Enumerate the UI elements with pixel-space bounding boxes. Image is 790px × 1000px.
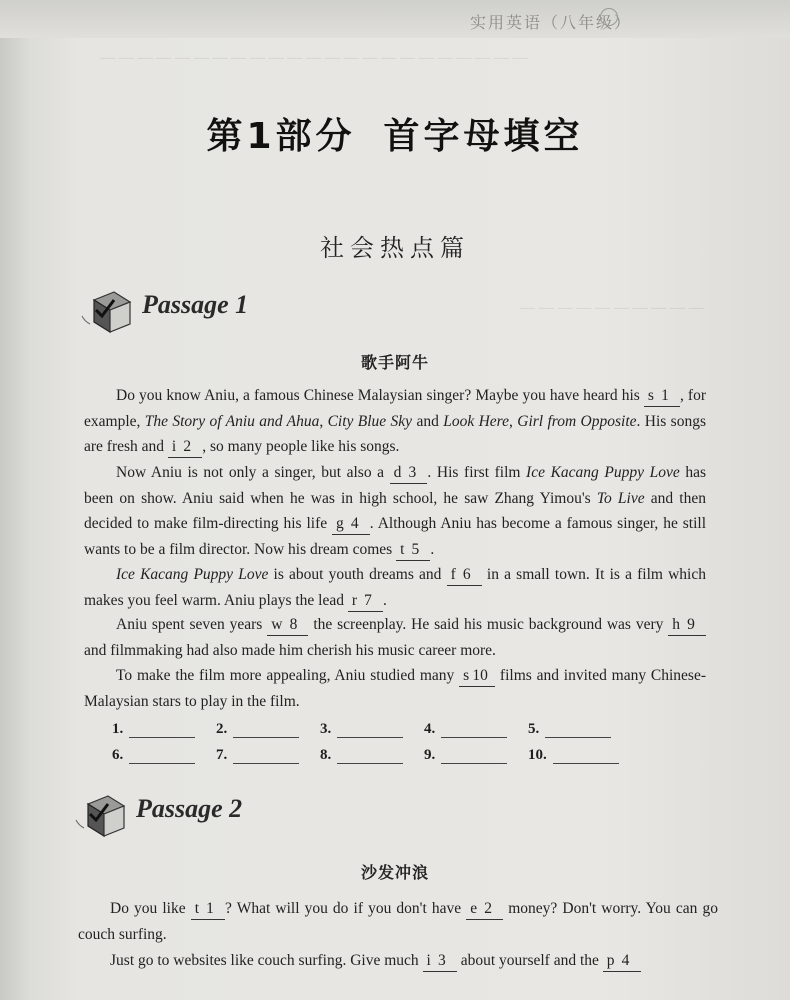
answer-number: 2. <box>216 721 228 737</box>
passage-1-paragraph-4 <box>84 612 706 663</box>
song-title: Girl from Opposite <box>517 412 637 430</box>
text: and <box>412 412 444 430</box>
blank-number: 2 <box>484 900 492 917</box>
answer-number: 10. <box>528 747 547 763</box>
answer-number: 9. <box>424 747 436 763</box>
text: , so many people like his songs. <box>202 438 400 455</box>
blank-2[interactable] <box>466 899 503 920</box>
text: the screenplay. He said his music background was very <box>308 616 669 633</box>
blank-letter: g <box>336 515 344 532</box>
blank-2[interactable] <box>168 437 202 458</box>
answer-line[interactable] <box>337 722 403 738</box>
blank-letter: s <box>463 667 470 684</box>
blank-letter: w <box>271 616 283 633</box>
text: and filmmaking had also made him cherish his music career more. <box>84 641 496 659</box>
text: has been on show. Aniu said when he was in high school, he saw Zhang Yimou's <box>84 464 706 507</box>
answer-line[interactable] <box>545 722 611 738</box>
blank-4[interactable] <box>332 514 370 535</box>
passage-1-answer-grid <box>112 712 632 764</box>
text: . <box>430 540 435 558</box>
passage-2-chinese-title: 沙发冲浪 <box>360 863 429 882</box>
answer-number: 1. <box>112 721 124 737</box>
text: about yourself and the <box>456 952 603 969</box>
cube-icon <box>74 790 126 840</box>
blank-number: 5 <box>411 540 420 558</box>
answer-number: 6. <box>112 747 124 763</box>
text: and then decided to make film-directing his life <box>84 489 706 532</box>
answer-slot-3[interactable] <box>320 712 424 738</box>
film-title: Ice Kacang Puppy Love <box>526 464 680 481</box>
blank-number: 7 <box>364 591 372 609</box>
running-head-circle <box>600 8 618 26</box>
answer-line[interactable] <box>129 722 195 738</box>
blank-3[interactable] <box>390 463 428 484</box>
answer-slot-8[interactable] <box>320 738 424 764</box>
song-title: City Blue Sky <box>327 412 413 430</box>
answer-line[interactable] <box>233 748 299 764</box>
answer-slot-4[interactable] <box>424 712 528 738</box>
song-title: Look Here <box>443 412 509 430</box>
text: . His songs are fresh and <box>84 412 706 455</box>
blank-letter: p <box>606 952 615 969</box>
text: films and invited many Chinese-Malaysian stars to play in the film. <box>84 667 706 710</box>
text: Just go to websites like couch surfing. Give much <box>110 952 423 969</box>
passage-1-paragraph-2 <box>84 460 706 562</box>
film-title: To Live <box>596 489 645 507</box>
blank-number: 6 <box>462 566 471 583</box>
blank-number: 4 <box>350 515 359 532</box>
blank-letter: r <box>351 591 358 609</box>
answer-line[interactable] <box>337 748 403 764</box>
answer-line[interactable] <box>441 722 507 738</box>
answer-row <box>112 712 632 738</box>
blank-number: 8 <box>289 616 298 633</box>
blank-letter: s <box>647 387 654 404</box>
blank-1[interactable] <box>191 899 225 920</box>
blank-5[interactable] <box>396 540 430 561</box>
passage-1-paragraph-3 <box>84 562 706 613</box>
text: in a small town. It is a film which makes you feel warm. Aniu plays the lead <box>84 566 706 609</box>
cube-icon <box>80 286 132 336</box>
blank-3[interactable] <box>423 951 457 972</box>
section-title <box>0 108 790 159</box>
blank-letter: h <box>672 616 681 633</box>
blank-9[interactable] <box>668 615 706 636</box>
passage-2-paragraph-2 <box>78 948 718 974</box>
sub-title: 社会热点篇 <box>320 234 470 262</box>
blank-number: 10 <box>472 667 488 684</box>
show-through-line: — — — — — — — — — — <box>520 300 704 316</box>
passage-2-label: Passage 2 <box>136 794 243 823</box>
answer-number: 3. <box>320 721 332 737</box>
answer-slot-9[interactable] <box>424 738 528 764</box>
answer-number: 4. <box>424 721 436 737</box>
running-head: 实用英语（八年级） <box>470 13 633 32</box>
blank-letter: i <box>171 438 177 455</box>
section-part: 第1部分 <box>206 116 356 157</box>
film-title: Ice Kacang Puppy Love <box>116 566 269 583</box>
blank-6[interactable] <box>447 565 482 586</box>
answer-line[interactable] <box>233 722 299 738</box>
text: money? Don't worry. You can go couch surfing. <box>78 900 719 943</box>
blank-number: 2 <box>183 438 192 455</box>
blank-letter: f <box>450 566 456 583</box>
page-header-strip <box>0 0 790 38</box>
blank-8[interactable] <box>267 615 308 636</box>
passage-1-chinese-title: 歌手阿牛 <box>360 353 429 372</box>
blank-number: 1 <box>661 387 669 404</box>
blank-4[interactable] <box>603 951 641 972</box>
text: , <box>509 412 518 430</box>
blank-letter: i <box>426 952 431 969</box>
blank-letter: e <box>470 900 478 917</box>
text: ? What will you do if you don't have <box>225 900 467 917</box>
text: , for example, <box>84 387 706 430</box>
answer-line[interactable] <box>129 748 195 764</box>
text: Now Aniu is not only a singer, but also a <box>116 464 390 481</box>
answer-slot-1[interactable] <box>112 712 216 738</box>
section-name: 首字母填空 <box>383 116 584 157</box>
answer-slot-6[interactable] <box>112 738 216 764</box>
text: Do you like <box>110 900 191 917</box>
answer-slot-2[interactable] <box>216 712 320 738</box>
blank-number: 3 <box>408 464 417 481</box>
answer-slot-5[interactable] <box>528 712 632 738</box>
text: , <box>319 412 328 430</box>
text: . Although Aniu has become a famous singer, he still wants to be a film director. Now his dream comes <box>84 515 706 558</box>
text: is about youth dreams and <box>268 566 447 583</box>
answer-number: 8. <box>320 747 332 763</box>
text: Aniu spent seven years <box>116 616 268 633</box>
answer-slot-7[interactable] <box>216 738 320 764</box>
passage-1-paragraph-5 <box>84 663 706 714</box>
blank-letter: d <box>393 464 402 481</box>
blank-1[interactable] <box>644 386 680 407</box>
answer-line[interactable] <box>441 748 507 764</box>
answer-slot-10[interactable] <box>528 738 632 764</box>
blank-number: 9 <box>687 616 695 633</box>
text: Do you know Aniu, a famous Chinese Malaysian singer? Maybe you have heard his <box>116 387 644 404</box>
blank-number: 3 <box>437 952 446 969</box>
answer-number: 7. <box>216 747 228 763</box>
passage-1-label: Passage 1 <box>142 290 249 319</box>
song-title: The Story of Aniu and Ahua <box>144 412 320 430</box>
blank-number: 4 <box>621 952 630 969</box>
passage-1-paragraph-1 <box>84 383 706 460</box>
text: . <box>383 591 387 609</box>
blank-7[interactable] <box>348 591 383 612</box>
answer-number: 5. <box>528 721 540 737</box>
blank-letter: t <box>194 900 200 917</box>
show-through-line: — — — — — — — — — — — — — — — — — — — — — — — <box>100 50 528 66</box>
text: To make the film more appealing, Aniu studied many <box>116 667 460 684</box>
blank-letter: t <box>400 540 405 558</box>
blank-number: 1 <box>206 900 214 917</box>
text: . His first film <box>427 464 527 481</box>
answer-row <box>112 738 632 764</box>
blank-10[interactable] <box>459 666 495 687</box>
answer-line[interactable] <box>553 748 619 764</box>
passage-2-paragraph-1 <box>78 896 718 947</box>
